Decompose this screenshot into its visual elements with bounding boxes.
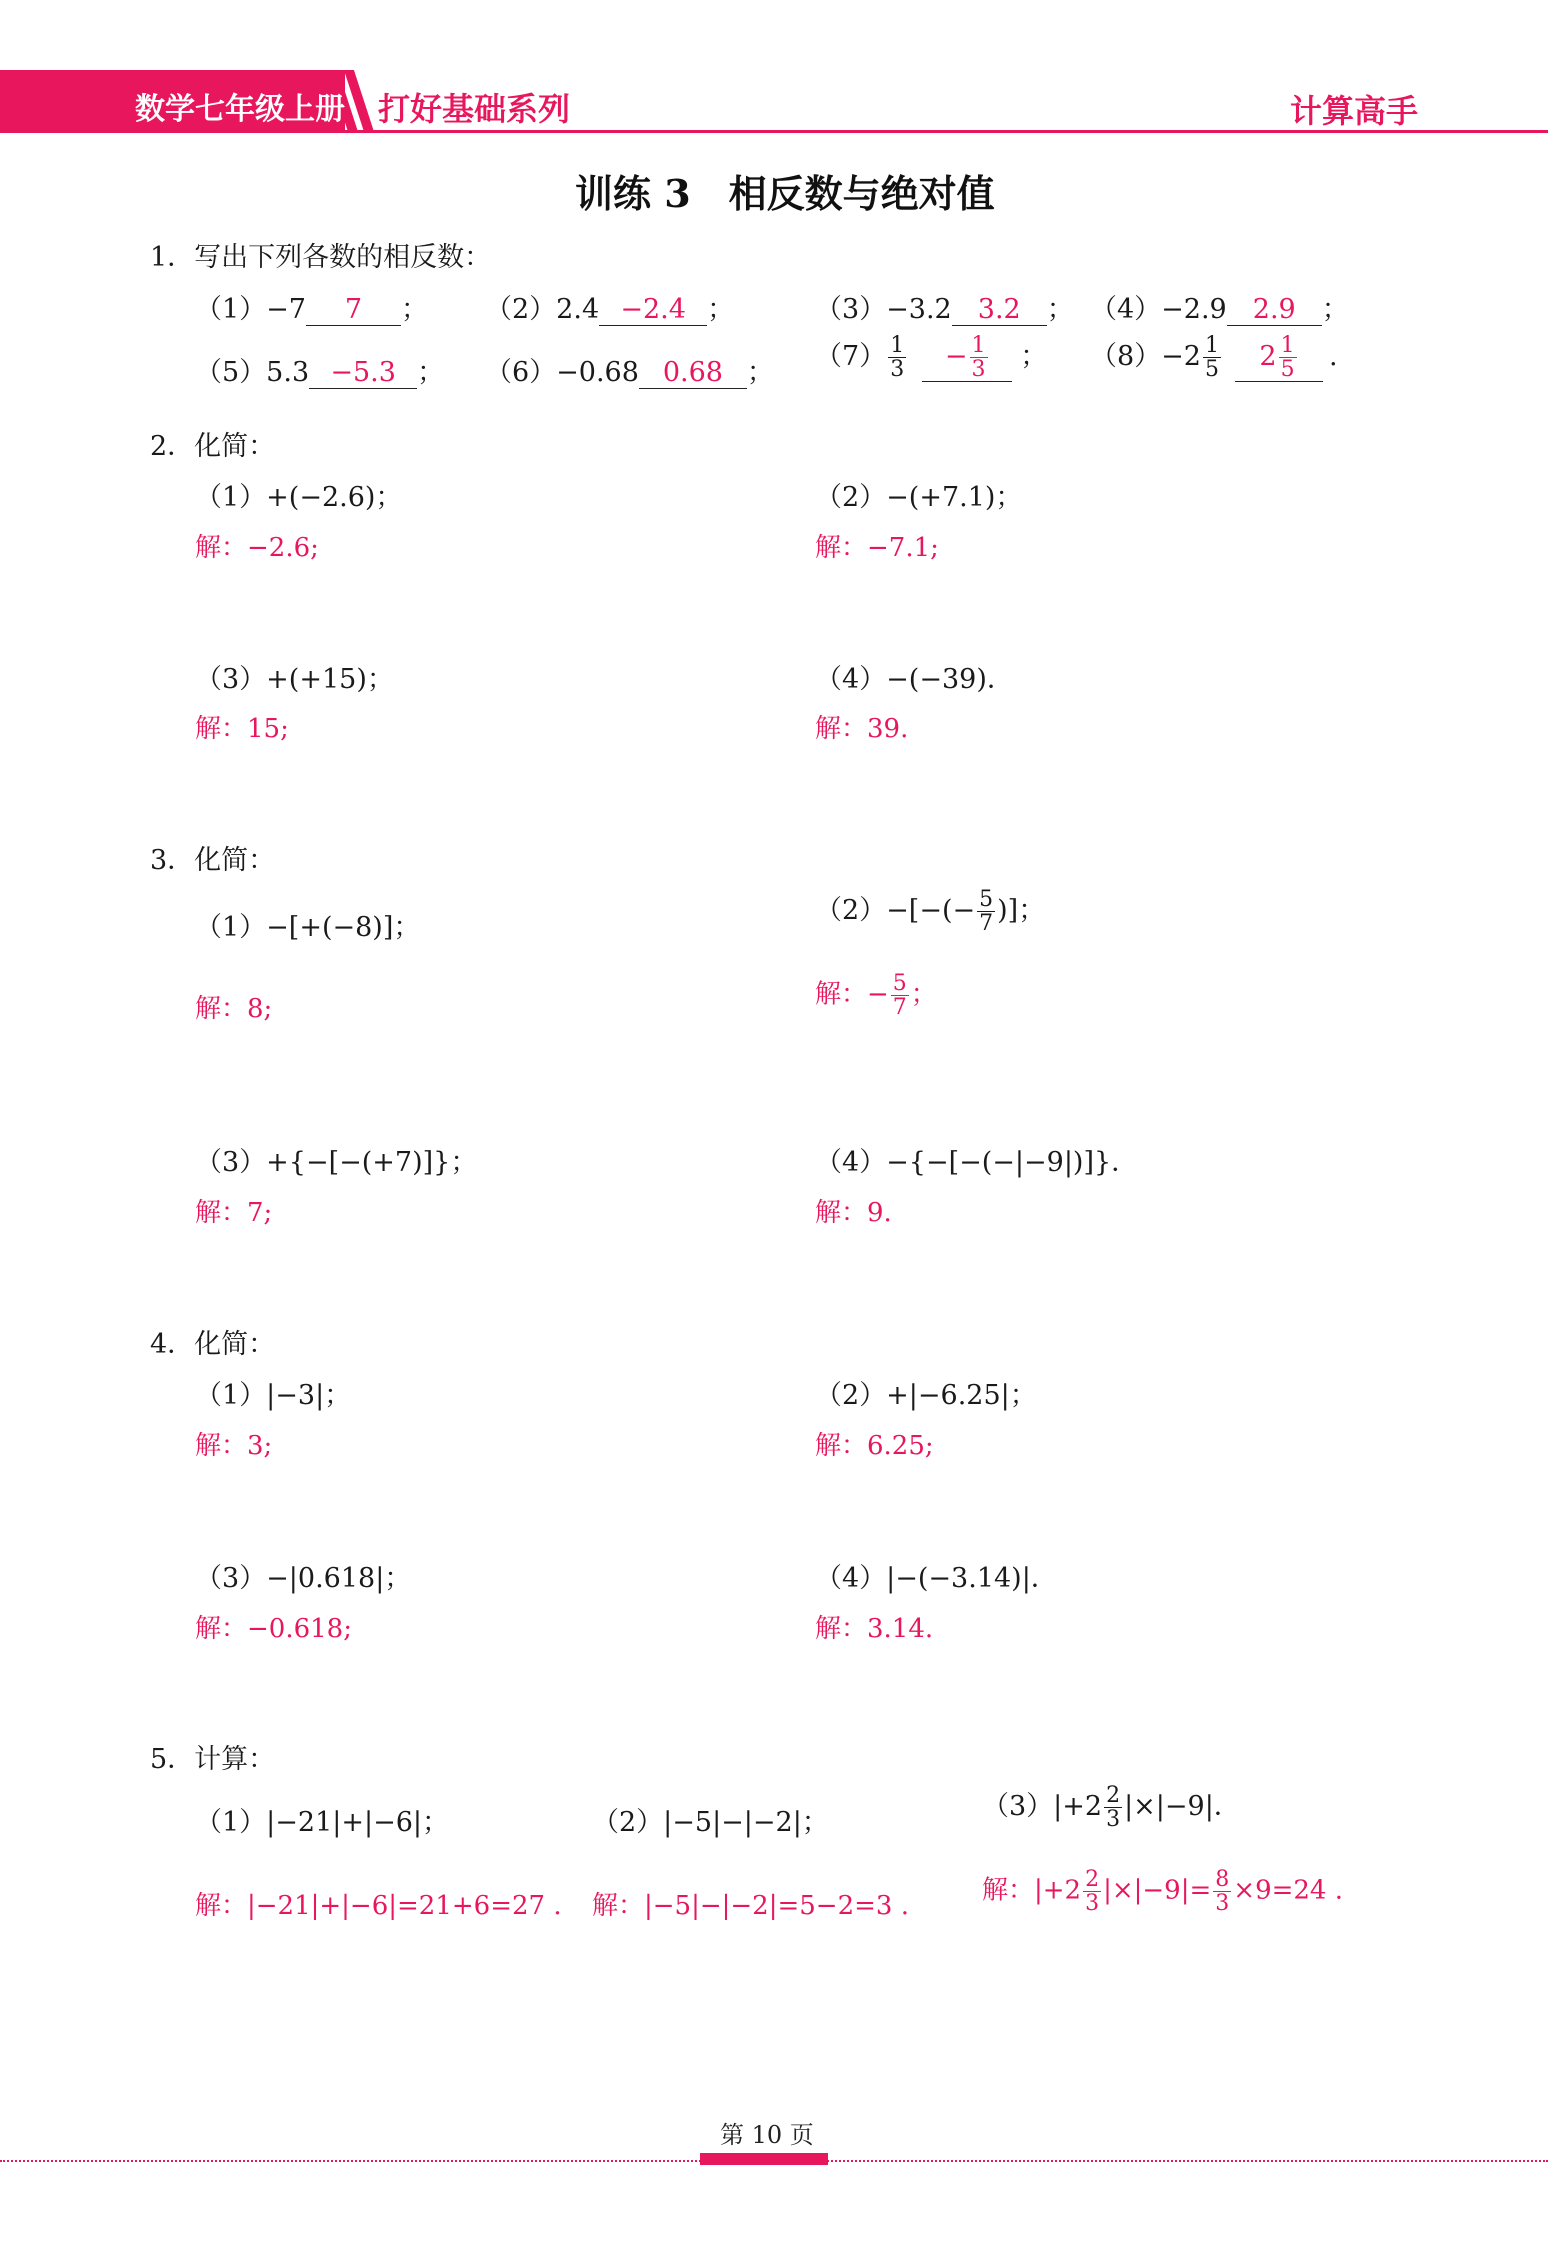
- q4-stem: 4．化简：: [150, 1329, 276, 1360]
- punct: ；: [1046, 294, 1074, 325]
- q1-item-3: [815, 287, 1074, 326]
- numerator: 1: [890, 333, 905, 358]
- answer-blank: [922, 334, 1012, 382]
- sign: −: [944, 341, 968, 373]
- q1-stem: 1．写出下列各数的相反数：: [150, 242, 492, 273]
- expr-part: 解：|+2: [982, 1875, 1082, 1906]
- q3-question-1: （1）−[+(−8)]；: [195, 912, 421, 943]
- denominator: 7: [892, 995, 907, 1021]
- punct: ；: [707, 294, 735, 325]
- q1-item-label: （3）−3.2: [815, 294, 952, 325]
- q5-stem: 5．计算：: [150, 1744, 276, 1775]
- q3-answer-3: 解：7;: [195, 1198, 273, 1228]
- q1-item-7: [815, 334, 1047, 382]
- numerator: 5: [892, 971, 907, 996]
- punct: ；: [1321, 294, 1349, 325]
- section-title: 计算高手: [1290, 92, 1419, 130]
- fraction: [888, 334, 906, 381]
- q3-question-2: [815, 888, 1045, 935]
- punct: .: [1328, 341, 1338, 373]
- q1-item-label: （5）5.3: [195, 357, 310, 388]
- q1-item-5: [195, 350, 444, 389]
- denominator: 5: [1280, 357, 1295, 383]
- denominator: 5: [1204, 357, 1219, 383]
- answer-blank: 2.9: [1227, 294, 1322, 326]
- q5-question-3: [982, 1784, 1241, 1831]
- answer-blank: −2.4: [599, 294, 707, 326]
- q2-answer-2: 解：−7.1;: [815, 533, 939, 563]
- expr-part: （2）−[−(−: [815, 895, 976, 927]
- q5-question-1: （1）|−21|+|−6|；: [195, 1807, 449, 1838]
- page-title: 训练 3 相反数与绝对值: [575, 171, 995, 216]
- q1-item-label: （1）−7: [195, 294, 306, 325]
- denominator: 3: [971, 357, 986, 383]
- q2-question-4: （4）−(−39)．: [815, 664, 1014, 695]
- q2-question-2: （2）−(+7.1)；: [815, 482, 1023, 513]
- fraction: [1203, 334, 1221, 381]
- denominator: 3: [890, 357, 905, 383]
- numerator: 2: [1106, 1783, 1121, 1808]
- punct: ；: [1020, 341, 1048, 373]
- expr-part: ；: [910, 979, 937, 1010]
- q1-item-label: （6）−0.68: [485, 357, 639, 388]
- expr-part: |×|−9|．: [1124, 1791, 1241, 1823]
- q3-question-3: （3）+{−[−(+7)]}；: [195, 1147, 478, 1178]
- q5-question-2: （2）|−5|−|−2|；: [592, 1807, 829, 1838]
- q1-item-4: [1090, 287, 1349, 326]
- q4-question-4: （4）|−(−3.14)|．: [815, 1563, 1058, 1594]
- fraction: [1083, 1868, 1101, 1915]
- q4-question-3: （3）−|0.618|；: [195, 1563, 412, 1594]
- punct: ；: [417, 357, 445, 388]
- q2-answer-1: 解：−2.6;: [195, 533, 319, 563]
- expr-part: )]；: [997, 895, 1046, 927]
- expr-part: 解：−: [815, 979, 889, 1010]
- numerator: 8: [1215, 1867, 1230, 1892]
- q4-question-1: （1）|−3|；: [195, 1380, 352, 1411]
- q3-answer-1: 解：8;: [195, 994, 273, 1024]
- answer-blank: 3.2: [952, 294, 1047, 326]
- q5-answer-2: 解：|−5|−|−2|=5−2=3 .: [592, 1891, 909, 1921]
- fraction: [977, 888, 995, 935]
- numerator: 5: [979, 887, 994, 912]
- answer-blank: [1235, 334, 1323, 382]
- q1-item-8: [1090, 334, 1338, 382]
- denominator: 7: [979, 911, 994, 937]
- numerator: 1: [1280, 333, 1295, 358]
- q5-answer-1: 解：|−21|+|−6|=21+6=27 .: [195, 1891, 562, 1921]
- q4-answer-1: 解：3;: [195, 1431, 273, 1461]
- expr-part: （3）|+2: [982, 1791, 1103, 1823]
- numerator: 2: [1085, 1867, 1100, 1892]
- q1-item-6: [485, 350, 774, 389]
- punct: ；: [400, 294, 428, 325]
- q1-item-2: [485, 287, 734, 326]
- fraction: [1104, 1784, 1122, 1831]
- answer-blank: 0.68: [639, 357, 747, 389]
- page-number: 第 10 页: [720, 2121, 814, 2149]
- q3-stem: 3．化简：: [150, 845, 276, 876]
- punct: ；: [746, 357, 774, 388]
- q5-answer-3: [982, 1868, 1343, 1915]
- q3-question-4: （4）−{−[−(−|−9|)]}．: [815, 1147, 1139, 1178]
- book-title: 数学七年级上册: [135, 92, 345, 127]
- q1-item-label: （2）2.4: [485, 294, 600, 325]
- denominator: 3: [1085, 1891, 1100, 1917]
- numerator: 1: [1204, 333, 1219, 358]
- q3-answer-2: [815, 972, 937, 1019]
- q1-item-label: （8）−2: [1090, 341, 1201, 373]
- q1-item-1: [195, 287, 428, 326]
- q2-answer-4: 解：39.: [815, 714, 909, 744]
- q4-answer-3: 解：−0.618;: [195, 1614, 352, 1644]
- whole: 2: [1259, 341, 1277, 373]
- q3-answer-4: 解：9.: [815, 1198, 892, 1228]
- q1-item-label: （4）−2.9: [1090, 294, 1227, 325]
- expr-part: ×9=24 .: [1233, 1875, 1344, 1906]
- q4-question-2: （2）+|−6.25|；: [815, 1380, 1037, 1411]
- series-title: 打好基础系列: [378, 90, 571, 128]
- numerator: 1: [971, 333, 986, 358]
- q2-answer-3: 解：15;: [195, 714, 289, 744]
- answer-blank: −5.3: [309, 357, 417, 389]
- fraction: [970, 334, 988, 381]
- q4-answer-4: 解：3.14.: [815, 1614, 934, 1644]
- footer-bar: [700, 2153, 828, 2165]
- denominator: 3: [1215, 1891, 1230, 1917]
- fraction: [891, 972, 909, 1019]
- q2-question-1: （1）+(−2.6)；: [195, 482, 403, 513]
- q2-stem: 2．化简：: [150, 431, 276, 462]
- fraction: [1279, 334, 1297, 381]
- q1-item-label: （7）: [815, 341, 887, 373]
- answer-blank: 7: [306, 294, 401, 326]
- expr-part: |×|−9|=: [1103, 1875, 1212, 1906]
- denominator: 3: [1106, 1807, 1121, 1833]
- q2-question-3: （3）+(+15)；: [195, 664, 394, 695]
- q4-answer-2: 解：6.25;: [815, 1431, 934, 1461]
- fraction: [1213, 1868, 1231, 1915]
